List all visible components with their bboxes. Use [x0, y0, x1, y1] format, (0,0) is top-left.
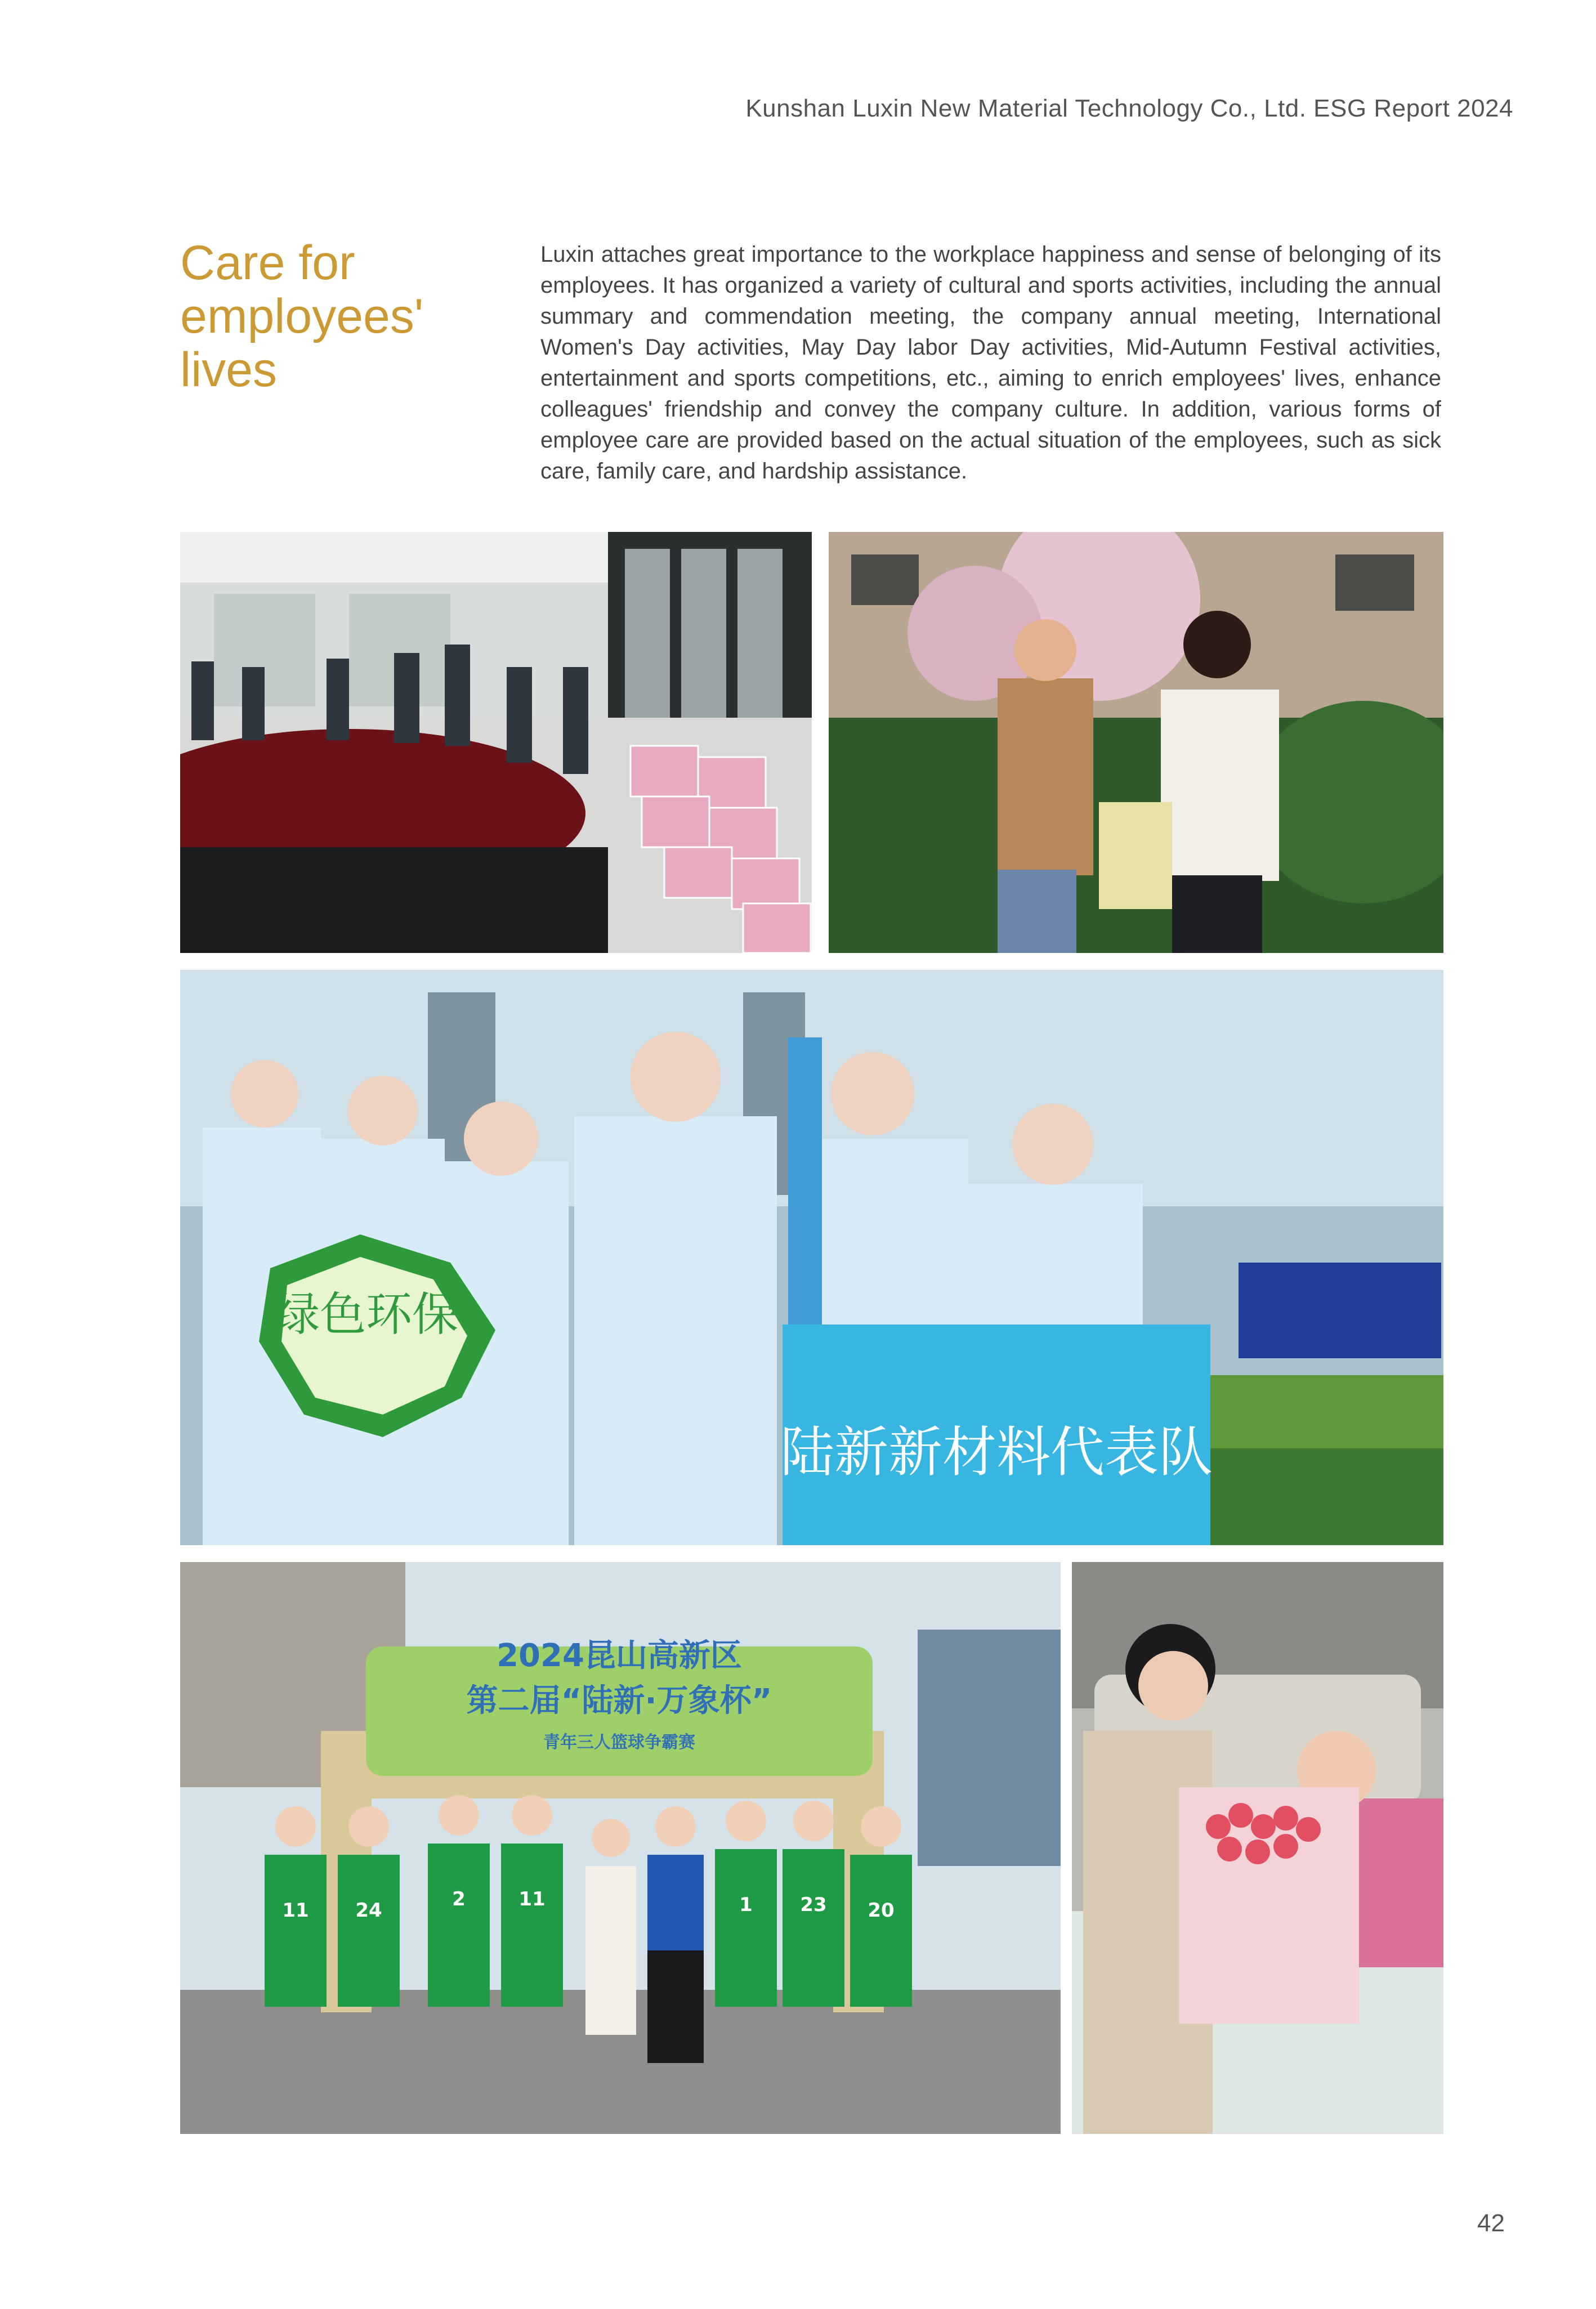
jersey-number: 11	[518, 1888, 546, 1910]
jersey-number: 1	[739, 1894, 753, 1916]
photo-meeting-room	[180, 532, 812, 953]
jersey-number: 11	[282, 1899, 309, 1922]
green-sign-text: 绿色环保	[273, 1288, 459, 1341]
photo-sick-care-visit	[1072, 1562, 1443, 2134]
arch-line-1: 2024昆山高新区	[497, 1637, 742, 1674]
section-title: Care for employees' lives	[180, 236, 424, 397]
jersey-number: 20	[868, 1899, 895, 1922]
jersey-number: 2	[452, 1888, 466, 1910]
photo-representative-team	[180, 970, 1443, 1545]
jersey-number: 24	[355, 1899, 382, 1922]
arch-line-2: 第二届“陆新·万象杯”	[466, 1682, 772, 1719]
report-header: Kunshan Luxin New Material Technology Co., Ltd. ESG Report 2024	[745, 95, 1513, 122]
jersey-number: 23	[800, 1894, 827, 1916]
page-number: 42	[1477, 2209, 1505, 2237]
photo-gift-handover	[829, 532, 1443, 953]
photo-basketball-teams	[180, 1562, 1061, 2134]
team-sign-text: 陆新新材料代表队	[780, 1421, 1213, 1484]
section-body: Luxin attaches great importance to the workplace happiness and sense of belonging of its employees. It has organized a variety of cultural and sports activities, including the annual summary and commendation meeting, the company annual meeting, International Women's Day activities, May Day labor Day activities, Mid-Autumn Festival activities, entertainment and sports competitions, etc., aiming to enrich employees' lives, enhance colleagues' friendship and convey the company culture. In addition, various forms of employee care are provided based on the actual situation of the employees, such as sick care, family care, and hardship assistance.	[540, 242, 1441, 484]
arch-line-3: 青年三人篮球争霸赛	[543, 1733, 695, 1752]
